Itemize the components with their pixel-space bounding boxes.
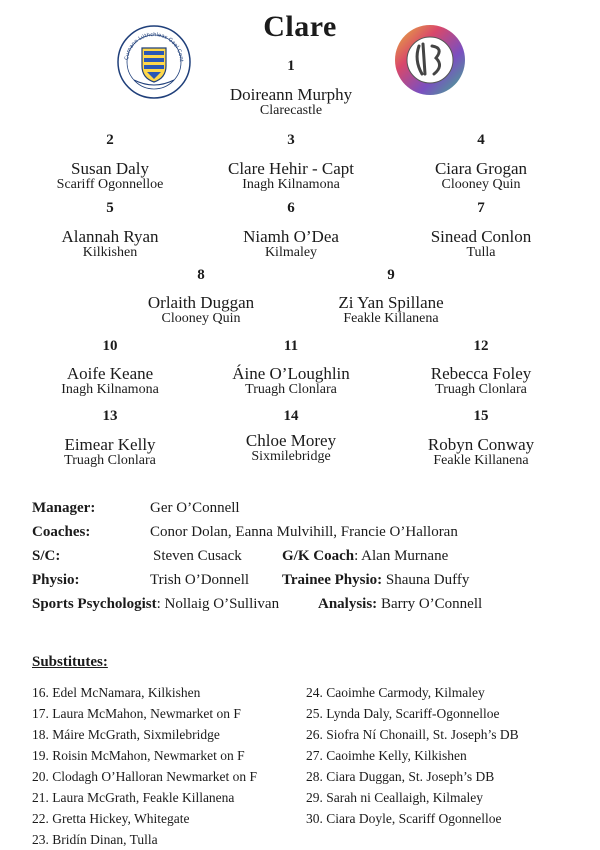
player-club: Feakle Killanena [343, 311, 439, 326]
substitute-item: 25. Lynda Daly, Scariff-Ogonnelloe [306, 706, 500, 721]
player-name: Doireann Murphy [229, 85, 353, 104]
player-club: Inagh Kilnamona [61, 382, 159, 397]
jersey-number: 12 [473, 338, 489, 354]
sc-label: S/C: [32, 548, 61, 564]
jersey-number: 1 [287, 58, 295, 74]
substitute-item: 16. Edel McNamara, Kilkishen [32, 685, 201, 700]
coaches-label: Coaches: [32, 524, 91, 540]
gk-coach-label: G/K Coach [282, 548, 355, 564]
player-name: Aoife Keane [66, 364, 154, 383]
player-name: Zi Yan Spillane [338, 293, 444, 312]
substitute-item: 18. Máire McGrath, Sixmilebridge [32, 727, 220, 742]
camogie-logo-icon [392, 22, 468, 103]
sports-psychologist-label: Sports Psychologist [32, 596, 157, 612]
jersey-number: 3 [287, 132, 295, 148]
jersey-number: 11 [283, 338, 299, 354]
svg-text:Cumann Lúthchleas Gael Contae: Cumann Lúthchleas Gael Cont [124, 31, 185, 62]
management-section [32, 500, 572, 620]
player-name: Eimear Kelly [64, 435, 156, 454]
substitute-item: 20. Clodagh O’Halloran Newmarket on F [32, 769, 257, 784]
player-club: Tulla [466, 245, 496, 260]
player-name: Sinead Conlon [430, 227, 532, 246]
substitute-item: 26. Siofra Ní Chonaill, St. Joseph’s DB [306, 727, 519, 742]
substitute-item: 28. Ciara Duggan, St. Joseph’s DB [306, 769, 495, 784]
player-club: Kilkishen [82, 245, 138, 260]
jersey-number: 15 [473, 408, 489, 424]
player-name: Robyn Conway [427, 435, 535, 454]
player-club: Feakle Killanena [433, 453, 529, 468]
player-name: Orlaith Duggan [147, 293, 255, 312]
clare-crest-icon [116, 24, 192, 105]
jersey-number: 5 [106, 200, 114, 216]
player-club: Scariff Ogonnelloe [56, 177, 164, 192]
player-name: Alannah Ryan [61, 227, 159, 246]
player-club: Truagh Clonlara [64, 453, 156, 468]
player-club: Clarecastle [259, 103, 323, 118]
jersey-number: 14 [283, 408, 299, 424]
player-name: Niamh O’Dea [243, 227, 339, 246]
substitute-item: 27. Caoimhe Kelly, Kilkishen [306, 748, 467, 763]
player-name: Susan Daly [71, 159, 149, 178]
player-club: Clooney Quin [441, 177, 521, 192]
player-club: Sixmilebridge [251, 449, 331, 464]
player-club: Truagh Clonlara [245, 382, 337, 397]
player-name: Áine O’Loughlin [232, 364, 350, 383]
manager-label: Manager: [32, 500, 96, 516]
substitutes-heading: Substitutes: [32, 654, 108, 670]
player-name: Ciara Grogan [434, 159, 528, 178]
substitute-item: 22. Gretta Hickey, Whitegate [32, 811, 190, 826]
substitutes-list-left [32, 682, 302, 850]
jersey-number: 8 [197, 267, 205, 283]
player-name: Chloe Morey [245, 431, 337, 450]
substitute-item: 21. Laura McGrath, Feakle Killanena [32, 790, 235, 805]
analysis-name: Barry O’Connell [380, 596, 483, 612]
substitute-item: 29. Sarah ni Ceallaigh, Kilmaley [306, 790, 483, 805]
trainee-physio-name: Shauna Duffy [382, 572, 470, 588]
player-club: Truagh Clonlara [435, 382, 527, 397]
player-club: Clooney Quin [161, 311, 241, 326]
physio-name: Trish O’Donnell [150, 572, 250, 588]
substitute-item: 24. Caoimhe Carmody, Kilmaley [306, 685, 485, 700]
jersey-number: 6 [287, 200, 295, 216]
jersey-number: 4 [477, 132, 485, 148]
team-title: Clare [263, 10, 337, 43]
player-name: Rebecca Foley [430, 364, 532, 383]
analysis-label: Analysis: [318, 596, 378, 612]
gk-coach-name: : Alan Murnane [354, 548, 449, 564]
sc-name: Steven Cusack [153, 548, 242, 564]
player-club: Inagh Kilnamona [242, 177, 340, 192]
substitute-item: 17. Laura McMahon, Newmarket on F [32, 706, 241, 721]
jersey-number: 2 [106, 132, 114, 148]
jersey-number: 13 [102, 408, 118, 424]
coaches-names: Conor Dolan, Eanna Mulvihill, Francie O’Halloran [150, 524, 458, 540]
substitute-item: 23. Bridín Dinan, Tulla [32, 832, 158, 847]
trainee-physio-label: Trainee Physio: [282, 572, 383, 588]
player-club: Kilmaley [264, 245, 318, 260]
substitutes-list-right [306, 682, 586, 829]
manager-name: Ger O’Connell [150, 500, 240, 516]
player-name: Clare Hehir - Capt [227, 159, 355, 178]
substitute-item: 30. Ciara Doyle, Scariff Ogonnelloe [306, 811, 502, 826]
physio-label: Physio: [32, 572, 80, 588]
sports-psychologist-name: : Nollaig O’Sullivan [156, 596, 280, 612]
jersey-number: 7 [477, 200, 485, 216]
jersey-number: 10 [102, 338, 118, 354]
jersey-number: 9 [387, 267, 395, 283]
substitute-item: 19. Roisin McMahon, Newmarket on F [32, 748, 245, 763]
